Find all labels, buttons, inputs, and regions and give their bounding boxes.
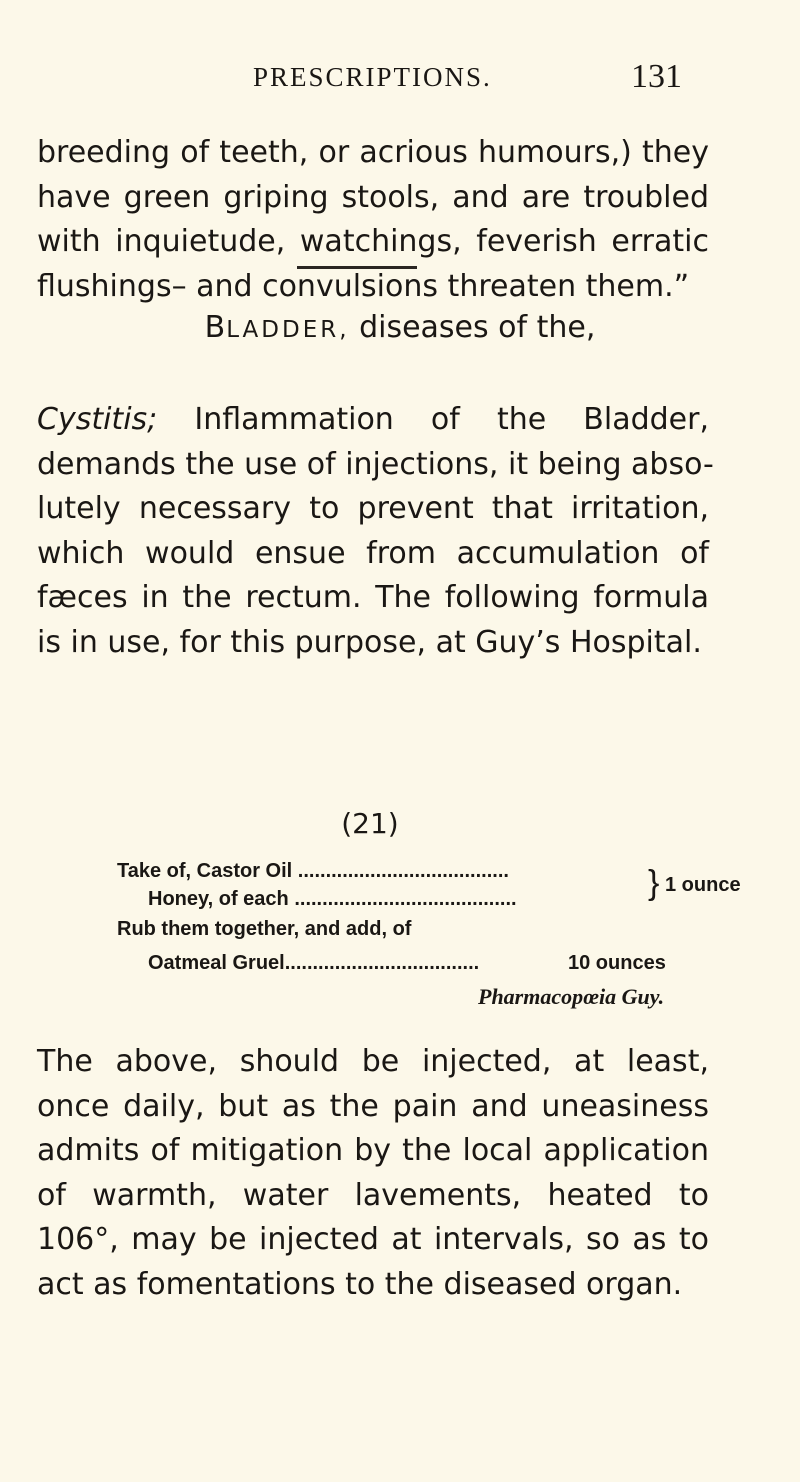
body-paragraph [37,398,714,665]
heading-smallcaps: LADDER, [226,317,350,343]
gruel-amount: 10 ounces [568,952,666,974]
section-heading [0,310,800,345]
text-line: which would ensue from accumulation of [37,535,709,571]
text-line: admits of mitigation by the local application [37,1133,709,1168]
formula-number: (21) [341,807,399,840]
text-line: demands the use of injections, it being abso- [37,446,714,482]
closing-paragraph [37,1040,709,1307]
text-line: The above, should be injected, at least, [37,1044,709,1079]
brace-icon: } [648,864,660,902]
term-cystitis: Cystitis; [37,402,158,437]
ingredient-honey: Honey, of each ........................................ [148,888,517,910]
term-definition: Inflammation of the Bladder, [157,402,709,437]
text-line: with inquietude, watchings, feverish erratic [37,224,709,259]
text-line: 106°, may be injected at intervals, so as to [37,1222,709,1257]
heading-rest: diseases of the, [349,310,596,345]
ingredient-oatmeal-gruel: Oatmeal Gruel................................... [148,952,480,974]
pharmacopoeia-citation: Pharmacopœia Guy. [478,984,665,1009]
text-line: have green griping stools, and are troubled [37,179,709,215]
ingredient-amount: 1 ounce [665,874,741,896]
text-line: flushings– and convulsions threaten them.” [37,268,690,304]
page-header [0,58,800,102]
text-line: act as fomentations to the diseased organ. [37,1266,683,1302]
text-line: lutely necessary to prevent that irritation, [37,491,709,526]
section-divider [297,266,417,269]
text-line: once daily, but as the pain and uneasiness [37,1088,709,1124]
text-line: fæces in the rectum. The following formula [37,580,709,615]
instruction-line: Rub them together, and add, of [117,918,412,940]
text-line: breeding of teeth, or acrious humours,) they [37,135,709,170]
text-line: is in use, for this purpose, at Guy’s Hospital. [37,624,702,660]
page-number: 131 [631,58,682,95]
text-line: of warmth, water lavements, heated to [37,1177,709,1213]
heading-initial: B [204,310,227,345]
ingredient-castor-oil: Take of, Castor Oil ...................................... [117,860,509,882]
text-line [37,398,709,443]
running-title: PRESCRIPTIONS. [253,62,492,92]
intro-paragraph [37,131,709,309]
